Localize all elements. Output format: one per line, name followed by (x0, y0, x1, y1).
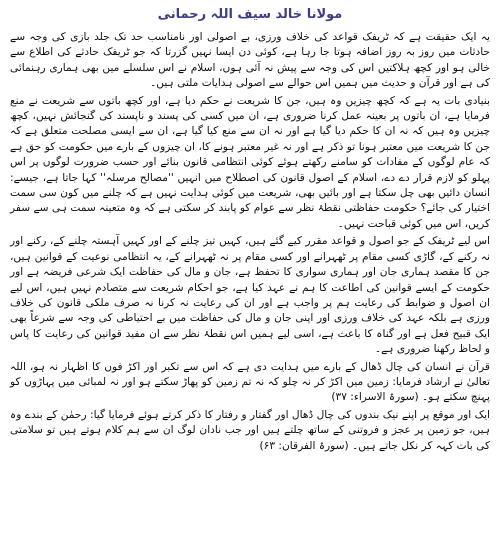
author-title: مولانا خالد سیف اللہ رحمانی (157, 7, 343, 22)
article-paragraph-1: یہ ایک حقیقت ہے کہ ٹریفک قواعد کی خلاف ورزی، بے اصولی اور نامناسب حد تک جلد بازی کی وجہ سے حادثات میں روز بہ روز اضافہ ہوتا جا رہا ہے، کوئی دن ایسا نہیں گزرتا کہ جو ٹریفک حادثے کی اطلاع سے خالی ہو اور کچھ ہلاکتیں اس کی وجہ سے پیش نہ آئی ہوں، اسلام نے اس سلسلے میں بھی ہماری رہنمائی کی ہے اور قرآن و حدیث میں ہمیں اس حوالے سے اصولی ہدایات ملتی ہیں۔ (10, 31, 490, 90)
quran-reference-paragraph-2: ایک اور موقع پر اپنے نیک بندوں کی چال ڈھال اور گفتار و رفتار کا ذکر کرتے ہوئے فرمایا گیا: رحمٰن کے بندے وہ ہیں، جو زمین پر عجز و فروتنی کے ساتھ چلتے ہیں اور جب نادان لوگ ان سے ہم کلام ہوتے ہیں تو سلامتی کی بات کہہ کر نکل جاتے ہیں۔ (سورۃ الفرقان: ۶۳) (10, 408, 490, 452)
quran-reference-paragraph-1: قرآن نے انسان کی چال ڈھال کے بارے میں ہدایت دی ہے کہ اس سے تکبر اور اکڑ فوں کا اظہار نہ ہو، اللہ تعالیٰ نے ارشاد فرمایا: زمین میں اکڑ کر نہ چلو کہ نہ تم زمین کو پھاڑ سکتے ہو اور نہ لمبائی میں پہاڑوں کو پہنچ سکتے ہو۔ (سورۃ الاسراء: ۳۷) (10, 360, 490, 404)
article-paragraph-3: اس لیے ٹریفک کے جو اصول و قواعد مقرر کیے گئے ہیں، کہیں تیز چلنے کے اور کہیں آہستہ چلنے کے، رکنے اور نہ رکنے کے، گاڑی کسی مقام پر ٹھہرانے اور کسی مقام پر نہ ٹھہرانے کے، یہ انتظامی نوعیت کے قوانین ہیں، جن کا مقصد ہماری جان اور ہماری سواری کا تحفظ ہے، جان و مال کی حفاظت ایک شرعی فریضہ ہے اور حکومت کے ایسے قوانین کی اطاعت کا ہم نے عہد کیا ہے، جو احکام شریعت سے متصادم نہیں ہیں، اس لیے ان اصول و ضوابط کی رعایت ہم پر واجب ہے اور ان کی رعایت نہ کرنا نہ صرف ملکی قانون کی خلاف ورزی ہے بلکہ عہد کی خلاف ورزی اور اپنی جان و مال کی حفاظت میں بے احتیاطی کی وجہ سے شرعاً بھی ایک قبیح فعل ہے اور گناہ کا باعث ہے، اسی لیے ہمیں اس نقطۂ نظر سے ان مفید قوانین کی رعایت کا پاس و لحاظ رکھنا ضروری ہے۔ (10, 235, 490, 356)
article-paragraph-2: بنیادی بات یہ ہے کہ کچھ چیزیں وہ ہیں، جن کا شریعت نے حکم دیا ہے، اور کچھ باتوں سے شریعت نے منع فرمایا ہے، ان باتوں پر بعینہ عمل کرنا ضروری ہے، ان میں کسی کی پسند و ناپسند کی گنجائش نہیں، کچھ چیزیں وہ ہیں کہ نہ ان کا حکم دیا گیا ہے اور نہ ان سے منع کیا گیا ہے، ان سے ایسی مصلحت متعلق ہے کہ جن کا شریعت میں معتبر ہونا تو ذکر ہے اور نہ غیر معتبر ہونے کا، ان چیزوں کے بارے میں حکومت کو حق ہے کہ عام لوگوں کے مفادات کو سامنے رکھتے ہوئے کوئی انتظامی قانون بنائے اور حسب ضرورت لوگوں پر اس پہلو کو لازم قرار دے دے، اسلام کے اصول قانون کی اصطلاح میں انہیں ''مصالح مرسلہ'' کہا جاتا ہے، جیسے: انسان دائیں بھی چل سکتا ہے اور بائیں بھی، شریعت میں کوئی ہدایت نہیں ہے کہ چلنے میں کون سی سمت اختیار کی جائے؟ حکومت حفاظتی نقطۂ نظر سے عوام کو پابند کر سکتی ہے کہ وہ متعینہ سمت ہی سے سفر کریں، اس میں کوئی قباحت نہیں۔ (10, 94, 490, 230)
